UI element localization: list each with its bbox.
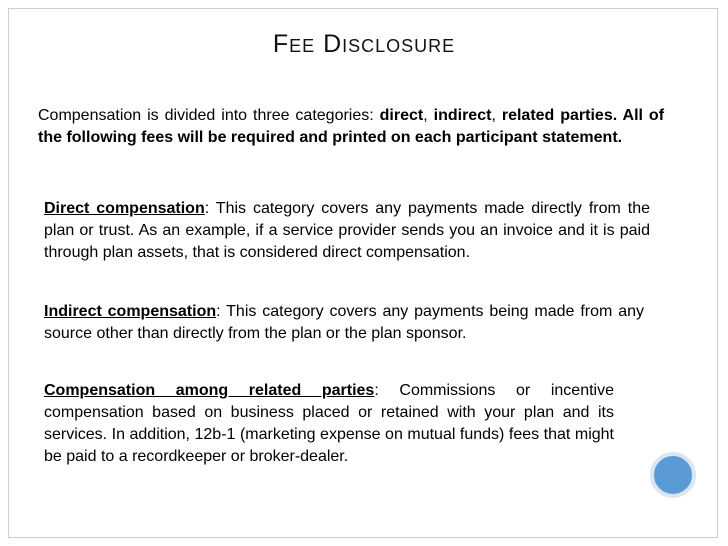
indirect-compensation-box xyxy=(38,299,650,347)
direct-body: : This category covers any payments made directly from the plan or trust. As an example, if a service provider sends you an invoice and it is paid through plan assets, that is considered direct compensation. xyxy=(44,200,650,261)
related-body: : Commissions or incentive compensation based on business placed or retained with your plan and its services. In addition, 12b-1 (marketing expense on mutual funds) fees that might be paid to a recordkeeper or broker-dealer. xyxy=(44,382,614,465)
slide-title: Fee Disclosure xyxy=(272,30,456,58)
direct-heading: Direct compensation xyxy=(44,200,205,217)
decorative-circle-icon xyxy=(650,452,696,498)
related-parties-box xyxy=(38,378,620,470)
intro-paragraph xyxy=(38,105,664,149)
indirect-heading: Indirect compensation xyxy=(44,303,217,320)
intro-text-2: , xyxy=(423,107,434,124)
intro-direct: direct xyxy=(379,107,424,124)
intro-related: related parties. All of the following fees will be required and printed on each participant statement. xyxy=(38,107,665,146)
direct-compensation-box xyxy=(38,196,656,266)
intro-text-1: Compensation is divided into three categories: xyxy=(38,107,380,124)
indirect-body: : This category covers any payments being made from any source other than directly from the plan or the plan sponsor. xyxy=(44,303,644,342)
intro-text-3: , xyxy=(491,107,502,124)
related-heading: Compensation among related parties xyxy=(44,382,375,399)
intro-indirect: indirect xyxy=(433,107,492,124)
